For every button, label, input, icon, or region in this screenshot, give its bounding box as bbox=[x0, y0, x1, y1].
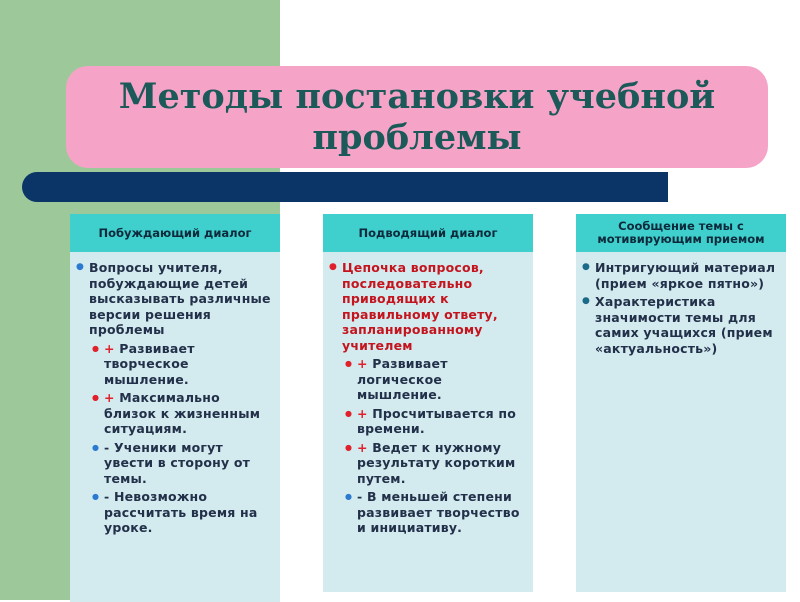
list-item: ● + Просчитывается по времени. bbox=[329, 406, 527, 437]
list-item: ● + Развивает творческое мышление. bbox=[76, 341, 274, 388]
list-item: ● - В меньшей степени развивает творчество и инициативу. bbox=[329, 489, 527, 536]
column-topic-message bbox=[576, 214, 786, 592]
list-item: ● + Развивает логическое мышление. bbox=[329, 356, 527, 403]
title-banner bbox=[66, 66, 768, 168]
list-item: ● - Невозможно рассчитать время на уроке. bbox=[76, 489, 274, 536]
list-item: ● Вопросы учителя, побуждающие детей высказывать различные версии решения проблемы bbox=[76, 260, 274, 338]
column-leading-dialogue bbox=[323, 214, 533, 592]
list-item: ● Интригующий материал (прием «яркое пятно») bbox=[582, 260, 780, 291]
list-item: ● + Максимально близок к жизненным ситуациям. bbox=[76, 390, 274, 437]
decorative-bar bbox=[22, 172, 668, 202]
page-title: Методы постановки учебной проблемы bbox=[118, 76, 716, 158]
list-item: ● Характеристика значимости темы для самих учащихся (прием «актуальность») bbox=[582, 294, 780, 356]
column-header: Побуждающий диалог bbox=[70, 214, 280, 252]
column-header: Подводящий диалог bbox=[323, 214, 533, 252]
list-item: ● + Ведет к нужному результату коротким путем. bbox=[329, 440, 527, 487]
column-header: Сообщение темы с мотивирующим приемом bbox=[576, 214, 786, 252]
column-incentive-dialogue bbox=[70, 214, 280, 602]
bullet-list bbox=[582, 260, 780, 356]
column-body bbox=[576, 252, 786, 592]
column-body bbox=[70, 252, 280, 602]
list-item: ● - Ученики могут увести в сторону от темы. bbox=[76, 440, 274, 487]
column-body bbox=[323, 252, 533, 592]
bullet-list bbox=[329, 260, 527, 536]
list-item: ● Цепочка вопросов, последовательно приводящих к правильному ответу, запланированному учителем bbox=[329, 260, 527, 353]
bullet-list bbox=[76, 260, 274, 536]
